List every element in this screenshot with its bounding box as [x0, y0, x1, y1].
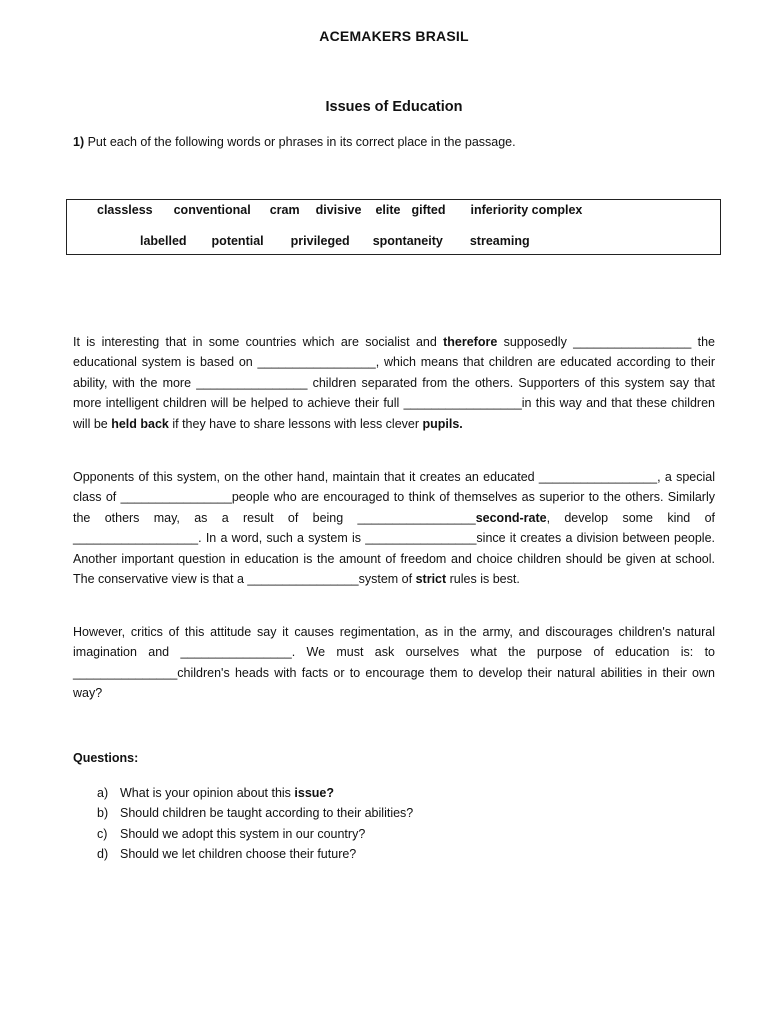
word-item: streaming	[469, 234, 530, 248]
text-run: However, critics of this attitude say it causes regimentation, as in the army, and discourages children's natural imagination and	[73, 625, 715, 660]
word-item: inferiority complex	[470, 203, 583, 217]
questions-list	[97, 783, 413, 865]
word-bank-row-1	[97, 203, 582, 217]
bold-term: pupils.	[422, 416, 463, 431]
instruction-text: Put each of the following words or phrases in its correct place in the passage.	[84, 135, 516, 149]
question-item	[97, 783, 413, 803]
question-item	[97, 844, 413, 864]
blank-line: __________________	[73, 531, 199, 546]
text-run: rules is best.	[446, 572, 520, 587]
text-run: It is interesting that in some countries which are socialist and	[73, 335, 444, 349]
text-run: . We must ask ourselves what the purpose of education is: to	[291, 645, 715, 660]
text-run: Opponents of this system, on the other hand, maintain that it creates an educated	[73, 470, 539, 484]
question-letter: b)	[97, 806, 109, 821]
organization-title: ACEMAKERS BRASIL	[319, 28, 469, 44]
word-item: potential	[211, 234, 264, 248]
question-bold: issue?	[294, 786, 335, 800]
word-item: cram	[269, 203, 300, 217]
word-item: privileged	[290, 234, 350, 248]
blank-line: _________________	[257, 355, 376, 370]
question-text: What is your opinion about this	[120, 786, 295, 800]
word-bank-row-2	[140, 234, 530, 248]
blank-line: ________________	[247, 572, 359, 587]
word-bank-box	[66, 199, 721, 255]
blank-line: _______________	[73, 665, 178, 680]
passage-paragraph-3	[73, 622, 715, 704]
text-run: supposedly	[497, 335, 574, 349]
text-run: children separated from the others. Supporters of this system say that more intelligent children will be helped to achieve their full	[73, 375, 715, 411]
text-run: . In a word, such a system is	[198, 531, 366, 546]
question-text: Should we adopt this system in our country?	[120, 826, 366, 841]
word-item: elite	[375, 203, 401, 217]
instruction-number: 1)	[73, 135, 85, 149]
passage-paragraph-2	[73, 467, 715, 589]
bold-term: therefore	[443, 335, 498, 349]
bold-term: strict	[415, 572, 447, 587]
text-run: people who are encouraged to think of themselves as superior to the others. Similarly the others may, as a result of being	[73, 490, 715, 525]
text-run: the educational system is based on	[73, 335, 716, 370]
text-run: in this way and that these children will be	[73, 396, 715, 431]
text-run: , which means that children are educated according to their ability, with the more	[73, 355, 715, 390]
blank-line: ________________	[120, 490, 232, 505]
word-item: conventional	[173, 203, 251, 217]
question-letter: d)	[97, 847, 109, 862]
blank-line: ________________	[365, 531, 477, 546]
bold-term: held back	[111, 416, 169, 431]
questions-heading: Questions:	[73, 751, 139, 765]
question-item	[97, 803, 413, 823]
worksheet-page	[73, 0, 715, 1024]
word-item: classless	[97, 203, 153, 217]
text-run: if they have to share lessons with less clever	[168, 416, 423, 431]
blank-line: _________________	[538, 470, 658, 484]
question-letter: c)	[97, 826, 108, 841]
word-item: divisive	[315, 203, 362, 217]
text-run: , develop some kind of	[546, 510, 715, 525]
question-letter: a)	[97, 786, 109, 800]
bold-term: second-rate	[475, 510, 547, 525]
blank-line: _________________	[403, 396, 522, 411]
instruction	[73, 135, 715, 149]
text-run: children's heads with facts or to encourage them to develop their natural abilities in their own way?	[73, 665, 715, 701]
question-text: Should we let children choose their future?	[120, 847, 357, 862]
word-item: gifted	[411, 203, 446, 217]
passage-paragraph-1	[73, 332, 715, 434]
question-item	[97, 824, 413, 844]
question-text: Should children be taught according to their abilities?	[120, 806, 414, 821]
blank-line: ________________	[196, 375, 308, 390]
text-run: since it creates a division between people. Another important question in education is the amount of freedom and choice children should be given at school. The conservative view is that a	[73, 531, 715, 587]
page-title: Issues of Education	[325, 99, 463, 115]
word-item: labelled	[140, 234, 187, 248]
text-run: , a special class of	[73, 470, 715, 505]
blank-line: _________________	[573, 335, 692, 349]
text-run: system of	[358, 572, 416, 587]
blank-line: _________________	[357, 510, 476, 525]
blank-line: ________________	[180, 645, 292, 660]
word-item: spontaneity	[372, 234, 443, 248]
